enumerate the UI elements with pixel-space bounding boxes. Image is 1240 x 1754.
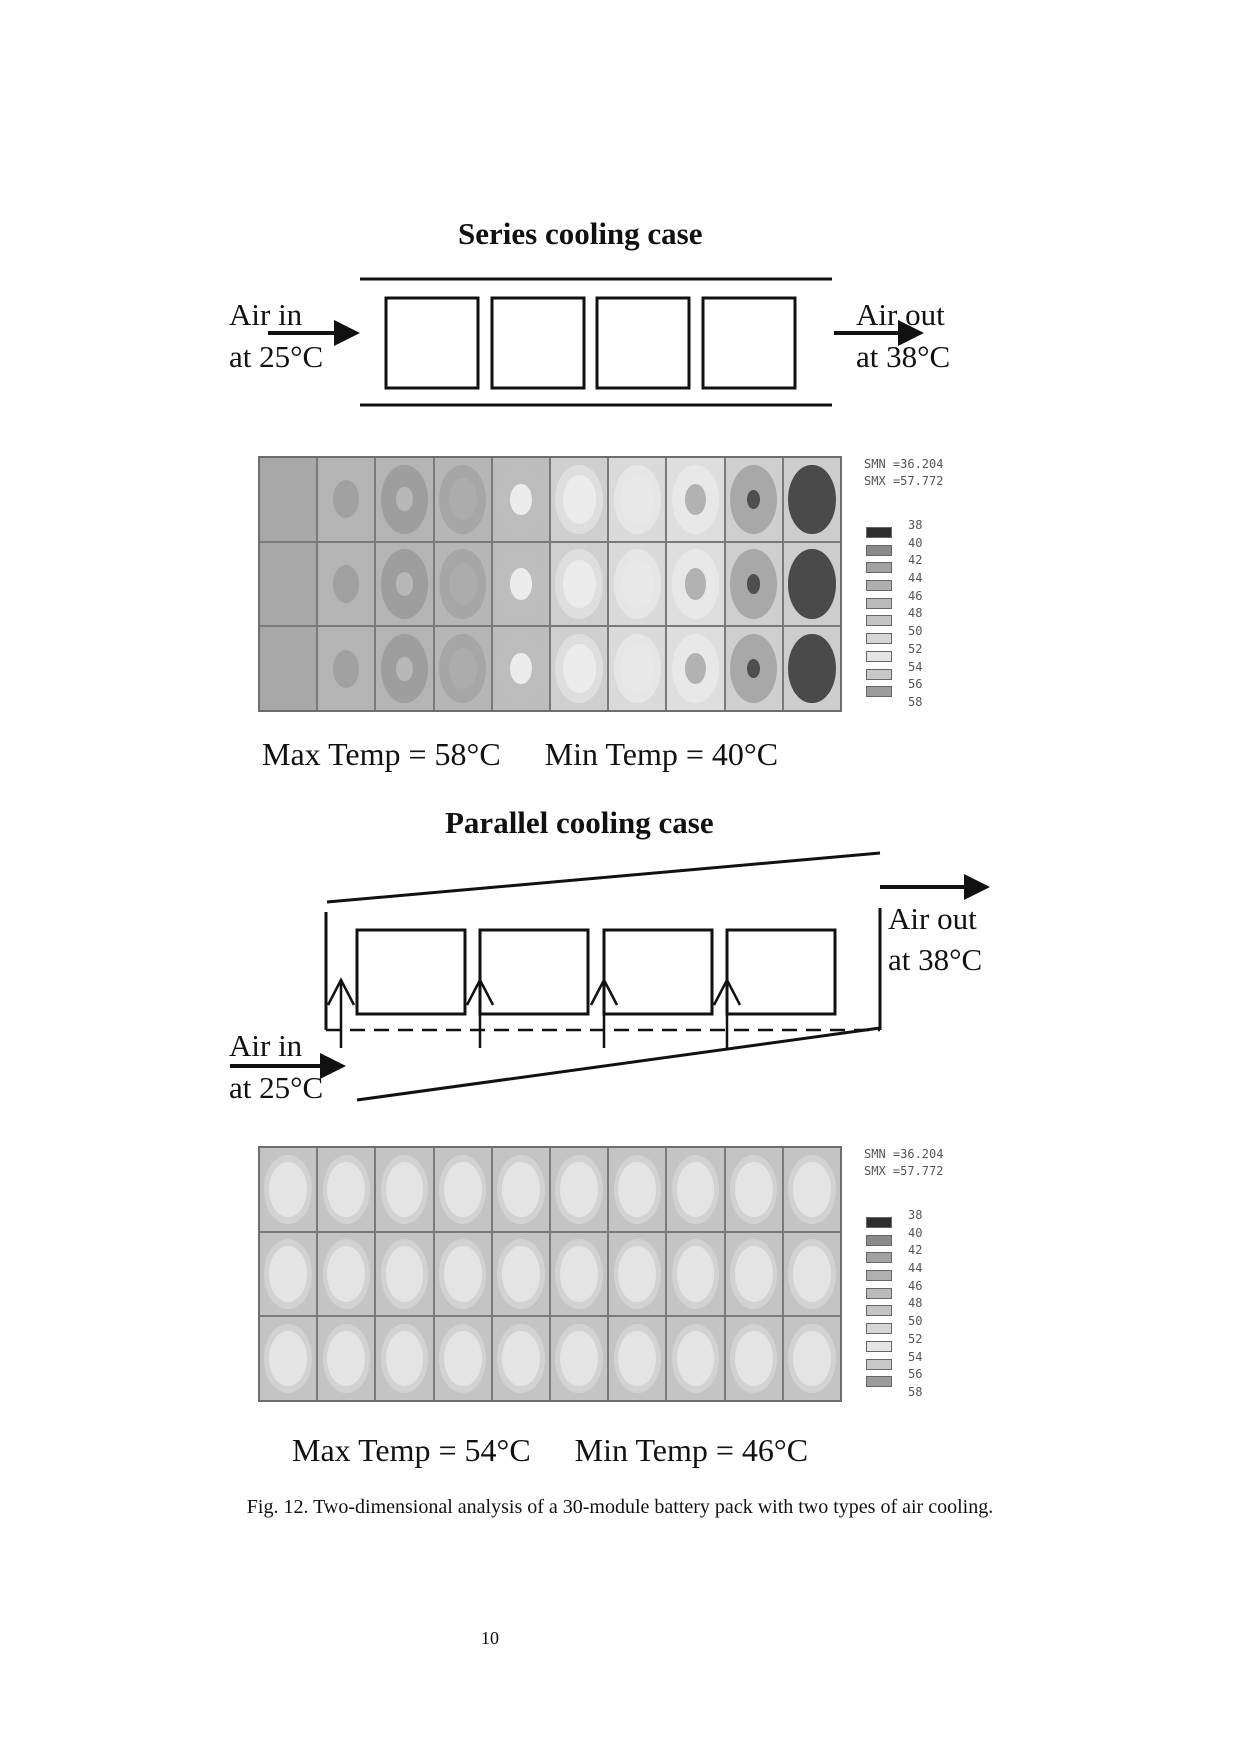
legend-value: 52 (908, 641, 923, 656)
parallel-air-out-label: Air out (888, 901, 977, 936)
battery-module-cell (726, 627, 782, 710)
parallel-module-grid (260, 1148, 840, 1400)
series-module-box (386, 298, 478, 388)
battery-module-cell (609, 543, 665, 626)
series-duct-schematic (268, 279, 924, 405)
legend-value: 52 (908, 1331, 923, 1346)
parallel-color-legend (866, 1208, 966, 1403)
battery-module-cell (318, 1233, 374, 1316)
battery-module-cell (667, 458, 723, 541)
legend-entry (866, 1350, 966, 1368)
battery-module-cell (493, 627, 549, 710)
series-smx: SMX =57.772 (864, 474, 944, 488)
legend-value: 58 (908, 694, 923, 709)
series-module-box (597, 298, 689, 388)
series-smn: SMN =36.204 (864, 457, 944, 471)
legend-entry (866, 1332, 966, 1350)
parallel-module-box (727, 930, 835, 1014)
battery-module-cell (609, 458, 665, 541)
legend-entry (866, 1385, 966, 1403)
battery-module-cell (493, 1148, 549, 1231)
parallel-temp-summary (292, 1432, 844, 1469)
parallel-air-in-temp: at 25°C (229, 1070, 324, 1105)
battery-module-cell (260, 1148, 316, 1231)
series-temp-summary (262, 736, 814, 773)
battery-module-cell (376, 1233, 432, 1316)
battery-module-cell (493, 1233, 549, 1316)
battery-module-cell (376, 1317, 432, 1400)
parallel-temperature-map (258, 1146, 842, 1402)
battery-module-cell (784, 627, 840, 710)
legend-entry (866, 1367, 966, 1385)
legend-value: 40 (908, 1225, 923, 1240)
battery-module-cell (609, 1233, 665, 1316)
battery-module-cell (376, 1148, 432, 1231)
legend-value: 48 (908, 1296, 923, 1311)
battery-module-cell (609, 1317, 665, 1400)
legend-value: 46 (908, 588, 923, 603)
battery-module-cell (551, 627, 607, 710)
legend-entry (866, 642, 966, 660)
battery-module-cell (260, 458, 316, 541)
legend-entry (866, 536, 966, 554)
battery-module-cell (376, 458, 432, 541)
legend-value: 54 (908, 1349, 923, 1364)
series-module-box (703, 298, 795, 388)
legend-value: 40 (908, 535, 923, 550)
battery-module-cell (551, 1148, 607, 1231)
legend-value: 50 (908, 624, 923, 639)
series-module-grid (260, 458, 840, 710)
parallel-smn: SMN =36.204 (864, 1147, 944, 1161)
legend-value: 42 (908, 1243, 923, 1258)
legend-entry (866, 1314, 966, 1332)
legend-value: 56 (908, 1367, 923, 1382)
battery-module-cell (551, 1233, 607, 1316)
battery-module-cell (784, 458, 840, 541)
series-color-legend (866, 518, 966, 713)
legend-entry (866, 571, 966, 589)
battery-module-cell (493, 458, 549, 541)
page-number: 10 (481, 1628, 499, 1648)
battery-module-cell (376, 543, 432, 626)
battery-module-cell (609, 1148, 665, 1231)
parallel-min-max-readout (864, 1146, 943, 1180)
parallel-module-box (357, 930, 465, 1014)
battery-module-cell (667, 627, 723, 710)
battery-module-cell (784, 543, 840, 626)
battery-module-cell (376, 627, 432, 710)
battery-module-cell (551, 458, 607, 541)
legend-value: 50 (908, 1314, 923, 1329)
battery-module-cell (435, 1233, 491, 1316)
legend-value: 58 (908, 1384, 923, 1399)
battery-module-cell (726, 1317, 782, 1400)
legend-entry (866, 1226, 966, 1244)
battery-module-cell (609, 627, 665, 710)
battery-module-cell (260, 543, 316, 626)
battery-module-cell (726, 543, 782, 626)
series-min-max-readout (864, 456, 943, 490)
legend-entry (866, 677, 966, 695)
legend-entry (866, 660, 966, 678)
legend-entry (866, 1261, 966, 1279)
battery-module-cell (726, 1233, 782, 1316)
series-max-temp: Max Temp = 58°C (262, 736, 501, 772)
legend-value: 48 (908, 606, 923, 621)
legend-entry (866, 589, 966, 607)
legend-value: 44 (908, 1261, 923, 1276)
battery-module-cell (260, 627, 316, 710)
series-air-out-label: Air out (856, 297, 945, 332)
series-air-in-temp: at 25°C (229, 339, 324, 374)
legend-entry (866, 695, 966, 713)
parallel-air-in-label: Air in (229, 1028, 303, 1063)
battery-module-cell (318, 458, 374, 541)
series-module-box (492, 298, 584, 388)
battery-module-cell (435, 1148, 491, 1231)
battery-module-cell (260, 1317, 316, 1400)
series-case-title: Series cooling case (458, 216, 703, 251)
battery-module-cell (493, 543, 549, 626)
battery-module-cell (784, 1233, 840, 1316)
legend-value: 38 (908, 518, 923, 532)
battery-module-cell (435, 543, 491, 626)
legend-value: 44 (908, 571, 923, 586)
legend-value: 56 (908, 677, 923, 692)
battery-module-cell (435, 1317, 491, 1400)
legend-value: 38 (908, 1208, 923, 1222)
parallel-smx: SMX =57.772 (864, 1164, 944, 1178)
legend-value: 42 (908, 553, 923, 568)
legend-value: 54 (908, 659, 923, 674)
legend-entry (866, 624, 966, 642)
battery-module-cell (784, 1317, 840, 1400)
battery-module-cell (260, 1233, 316, 1316)
battery-module-cell (667, 1148, 723, 1231)
battery-module-cell (493, 1317, 549, 1400)
parallel-module-box (480, 930, 588, 1014)
legend-entry (866, 606, 966, 624)
legend-entry (866, 1296, 966, 1314)
battery-module-cell (435, 458, 491, 541)
parallel-module-box (604, 930, 712, 1014)
legend-entry (866, 1279, 966, 1297)
legend-entry (866, 553, 966, 571)
battery-module-cell (435, 627, 491, 710)
parallel-case-title: Parallel cooling case (445, 805, 714, 840)
battery-module-cell (551, 543, 607, 626)
legend-entry (866, 518, 966, 536)
battery-module-cell (318, 543, 374, 626)
series-air-out-temp: at 38°C (856, 339, 951, 374)
parallel-max-temp: Max Temp = 54°C (292, 1432, 531, 1468)
battery-module-cell (551, 1317, 607, 1400)
battery-module-cell (667, 1317, 723, 1400)
battery-module-cell (318, 1317, 374, 1400)
battery-module-cell (726, 1148, 782, 1231)
battery-module-cell (667, 543, 723, 626)
battery-module-cell (318, 1148, 374, 1231)
parallel-duct-schematic (230, 853, 990, 1100)
parallel-min-temp: Min Temp = 46°C (574, 1432, 809, 1468)
legend-entry (866, 1243, 966, 1261)
series-temperature-map (258, 456, 842, 712)
series-air-in-label: Air in (229, 297, 303, 332)
battery-module-cell (726, 458, 782, 541)
legend-value: 46 (908, 1278, 923, 1293)
parallel-air-out-temp: at 38°C (888, 942, 983, 977)
legend-entry (866, 1208, 966, 1226)
series-min-temp: Min Temp = 40°C (544, 736, 779, 772)
battery-module-cell (667, 1233, 723, 1316)
figure-caption: Fig. 12. Two-dimensional analysis of a 30-module battery pack with two types of air cooling. (246, 1496, 994, 1518)
battery-module-cell (318, 627, 374, 710)
battery-module-cell (784, 1148, 840, 1231)
